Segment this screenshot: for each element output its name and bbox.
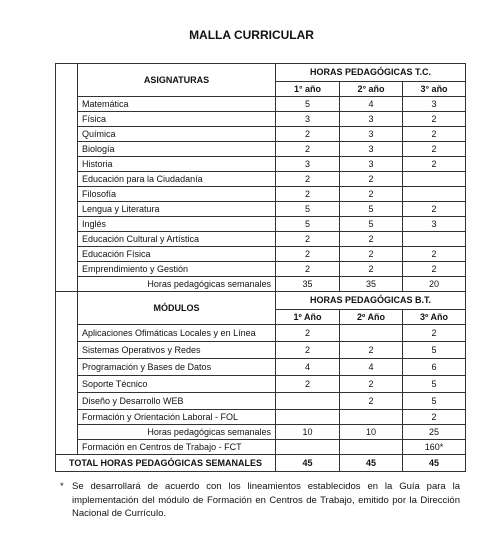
horas-bt-header: HORAS PEDAGÓGICAS B.T. — [276, 292, 466, 310]
hours-cell: 2 — [340, 262, 403, 277]
page-title: MALLA CURRICULAR — [189, 28, 314, 42]
table-row — [56, 359, 466, 376]
subject-name: Educación para la Ciudadanía — [78, 172, 276, 187]
hours-cell — [340, 440, 403, 455]
subject-name: Lengua y Literatura — [78, 202, 276, 217]
subtotal-cell: 20 — [403, 277, 466, 292]
hours-cell: 2 — [340, 342, 403, 359]
subject-name: Educación Cultural y Artística — [78, 232, 276, 247]
hours-cell: 2 — [340, 376, 403, 393]
hours-cell: 4 — [340, 359, 403, 376]
hours-cell: 2 — [340, 393, 403, 410]
hours-cell: 3 — [403, 97, 466, 112]
year-header: 3° año — [403, 82, 466, 97]
footnote-text: Se desarrollará de acuerdo con los lineamientos establecidos en la Guía para la implementación del módulo de Formación en Centros de Trabajo, emitido por la Dirección Nacional de Currículo. — [72, 481, 460, 519]
formacion-tecnica-label — [56, 292, 78, 455]
tronco-comun-section — [56, 64, 466, 292]
hours-cell: 2 — [403, 142, 466, 157]
subtotal-cell: 35 — [276, 277, 340, 292]
subtotal-label: Horas pedagógicas semanales — [78, 425, 276, 440]
hours-cell: 160* — [403, 440, 466, 455]
table-row — [56, 232, 466, 247]
hours-cell: 2 — [276, 142, 340, 157]
table-row — [56, 187, 466, 202]
subject-name: Biología — [78, 142, 276, 157]
formacion-tecnica-section — [56, 292, 466, 455]
hours-cell: 5 — [403, 342, 466, 359]
subject-name: Emprendimiento y Gestión — [78, 262, 276, 277]
hours-cell: 3 — [340, 127, 403, 142]
subtotal-row — [56, 425, 466, 440]
hours-cell: 2 — [276, 127, 340, 142]
table-row — [56, 262, 466, 277]
hours-cell: 6 — [403, 359, 466, 376]
subtotal-cell: 35 — [340, 277, 403, 292]
hours-cell: 5 — [276, 97, 340, 112]
hours-cell: 5 — [403, 376, 466, 393]
footnote — [58, 480, 460, 521]
hours-cell: 5 — [276, 217, 340, 232]
hours-cell: 2 — [403, 410, 466, 425]
subject-name: Filosofía — [78, 187, 276, 202]
hours-cell: 2 — [276, 376, 340, 393]
table-row — [56, 410, 466, 425]
hours-cell: 3 — [340, 142, 403, 157]
hours-cell: 2 — [276, 172, 340, 187]
subject-name: Inglés — [78, 217, 276, 232]
hours-cell — [276, 440, 340, 455]
hours-cell — [276, 410, 340, 425]
hours-cell: 2 — [403, 127, 466, 142]
hours-cell: 2 — [340, 172, 403, 187]
table-row — [56, 342, 466, 359]
table-row — [56, 112, 466, 127]
asignaturas-header: ASIGNATURAS — [78, 64, 276, 97]
hours-cell: 2 — [340, 187, 403, 202]
curriculum-table — [55, 63, 466, 472]
grand-total-row — [56, 455, 466, 472]
hours-cell: 4 — [276, 359, 340, 376]
subtotal-label: Horas pedagógicas semanales — [78, 277, 276, 292]
subject-name: Física — [78, 112, 276, 127]
hours-cell: 2 — [276, 187, 340, 202]
hours-cell: 5 — [340, 202, 403, 217]
grand-total-label: TOTAL HORAS PEDAGÓGICAS SEMANALES — [56, 455, 276, 472]
year-header: 2° año — [340, 82, 403, 97]
subject-name: Historia — [78, 157, 276, 172]
year-header: 2º Año — [340, 310, 403, 325]
hours-cell — [403, 187, 466, 202]
module-name: Diseño y Desarrollo WEB — [78, 393, 276, 410]
footnote-mark: * — [60, 481, 64, 492]
hours-cell: 2 — [276, 342, 340, 359]
subtotal-cell: 10 — [340, 425, 403, 440]
hours-cell: 2 — [276, 262, 340, 277]
subject-name: Matemática — [78, 97, 276, 112]
grand-total-cell: 45 — [403, 455, 466, 472]
module-name: Programación y Bases de Datos — [78, 359, 276, 376]
module-name: Sistemas Operativos y Redes — [78, 342, 276, 359]
hours-cell: 5 — [403, 393, 466, 410]
module-name: Aplicaciones Ofimáticas Locales y en Línea — [78, 325, 276, 342]
table-row — [56, 440, 466, 455]
table-row — [56, 376, 466, 393]
hours-cell: 2 — [276, 325, 340, 342]
module-name: Formación en Centros de Trabajo - FCT — [78, 440, 276, 455]
table-row — [56, 157, 466, 172]
hours-cell: 5 — [340, 217, 403, 232]
hours-cell: 2 — [403, 247, 466, 262]
grand-total-cell: 45 — [276, 455, 340, 472]
hours-cell — [403, 232, 466, 247]
table-row — [56, 325, 466, 342]
modulos-header: MÓDULOS — [78, 292, 276, 325]
hours-cell: 2 — [340, 232, 403, 247]
horas-tc-header: HORAS PEDAGÓGICAS T.C. — [276, 64, 466, 82]
hours-cell: 3 — [340, 112, 403, 127]
hours-cell: 3 — [276, 112, 340, 127]
table-row — [56, 172, 466, 187]
hours-cell: 5 — [276, 202, 340, 217]
subject-name: Química — [78, 127, 276, 142]
subject-name: Educación Física — [78, 247, 276, 262]
hours-cell: 2 — [403, 112, 466, 127]
hours-cell: 4 — [340, 97, 403, 112]
table-row — [56, 127, 466, 142]
hours-cell: 3 — [340, 157, 403, 172]
year-header: 3º Año — [403, 310, 466, 325]
hours-cell: 2 — [276, 247, 340, 262]
subtotal-cell: 10 — [276, 425, 340, 440]
module-name: Formación y Orientación Laboral - FOL — [78, 410, 276, 425]
grand-total-cell: 45 — [340, 455, 403, 472]
table-row — [56, 393, 466, 410]
grand-total-section — [56, 455, 466, 472]
hours-cell — [340, 410, 403, 425]
table-row — [56, 217, 466, 232]
tronco-comun-label — [56, 64, 78, 292]
hours-cell: 2 — [403, 262, 466, 277]
hours-cell — [276, 393, 340, 410]
subtotal-cell: 25 — [403, 425, 466, 440]
year-header: 1º Año — [276, 310, 340, 325]
table-row — [56, 97, 466, 112]
hours-cell: 2 — [403, 325, 466, 342]
year-header: 1° año — [276, 82, 340, 97]
subtotal-row — [56, 277, 466, 292]
hours-cell: 2 — [340, 247, 403, 262]
hours-cell: 3 — [403, 217, 466, 232]
hours-cell: 2 — [276, 232, 340, 247]
hours-cell: 2 — [403, 157, 466, 172]
hours-cell — [340, 325, 403, 342]
table-row — [56, 247, 466, 262]
module-name: Soporte Técnico — [78, 376, 276, 393]
table-row — [56, 202, 466, 217]
hours-cell — [403, 172, 466, 187]
table-row — [56, 142, 466, 157]
hours-cell: 2 — [403, 202, 466, 217]
hours-cell: 3 — [276, 157, 340, 172]
